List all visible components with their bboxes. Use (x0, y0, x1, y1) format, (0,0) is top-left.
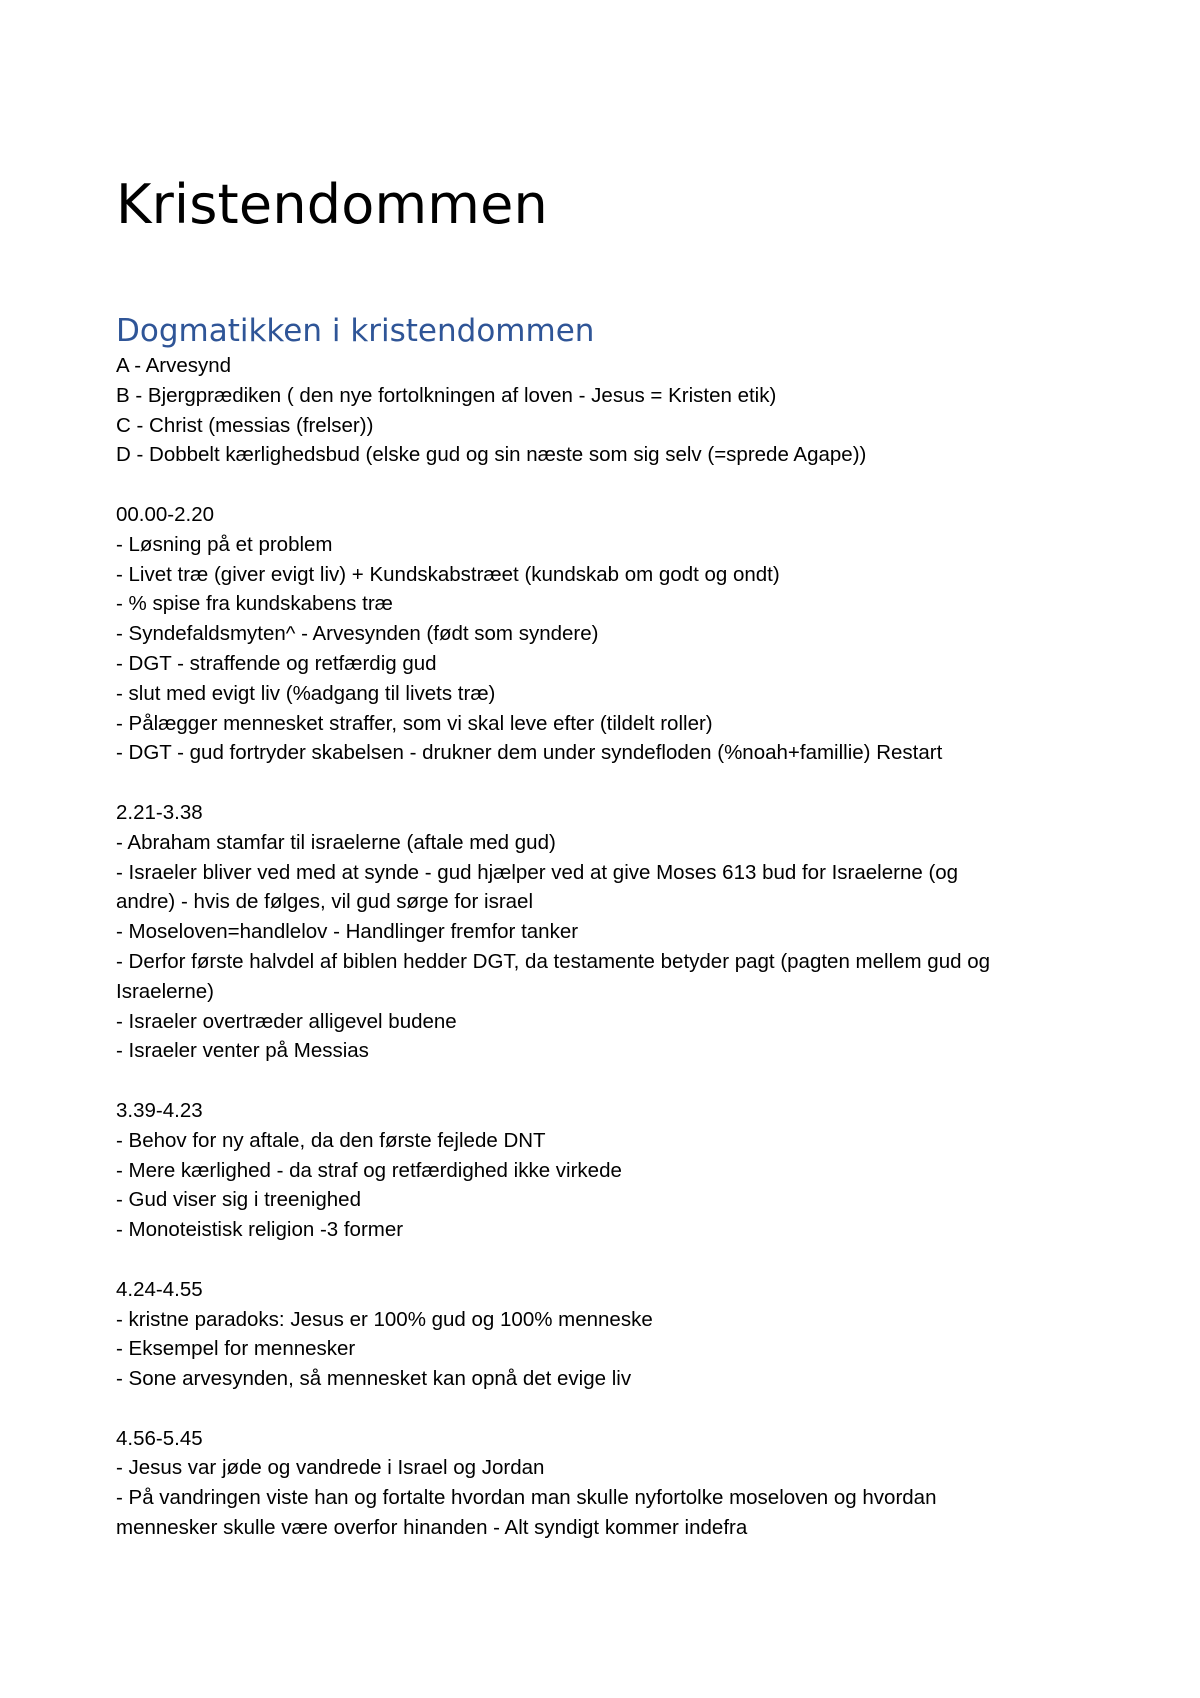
note-line: - % spise fra kundskabens træ (116, 592, 393, 616)
note-line: - Løsning på et problem (116, 532, 333, 556)
intro-list (116, 351, 1096, 470)
note-line: - Syndefaldsmyten^ - Arvesynden (født som syndere) (116, 622, 599, 646)
note-line: andre) - hvis de følges, vil gud sørge for israel (116, 890, 533, 914)
note-line: - DGT - gud fortryder skabelsen - drukner dem under syndefloden (%noah+famillie) Restart (116, 741, 943, 765)
document-title: Kristendommen (116, 173, 548, 236)
note-line: - Israeler overtræder alligevel budene (116, 1009, 457, 1033)
note-line: - Israeler bliver ved med at synde - gud hjælper ved at give Moses 613 bud for Israelerne (og (116, 860, 959, 884)
note-line: - Eksempel for mennesker (116, 1337, 356, 1361)
note-line: - Gud viser sig i treenighed (116, 1188, 361, 1212)
intro-line: A - Arvesynd (116, 354, 232, 377)
document-body (116, 170, 1096, 1543)
note-line: mennesker skulle være overfor hinanden - Alt syndigt kommer indefra (116, 1516, 748, 1540)
note-line: - Abraham stamfar til israelerne (aftale med gud) (116, 830, 556, 854)
timestamp-heading: 4.24-4.55 (116, 1277, 203, 1301)
timestamp-heading: 2.21-3.38 (116, 800, 203, 824)
note-line: - På vandringen viste han og fortalte hvordan man skulle nyfortolke moseloven og hvordan (116, 1486, 937, 1510)
timestamp-section (116, 798, 1096, 1066)
note-line: - Monoteistisk religion -3 former (116, 1218, 404, 1242)
timestamp-section (116, 500, 1096, 768)
note-line: - kristne paradoks: Jesus er 100% gud og 100% menneske (116, 1307, 653, 1331)
note-line: - Moseloven=handlelov - Handlinger fremfor tanker (116, 920, 579, 944)
note-line: - Mere kærlighed - da straf og retfærdighed ikke virkede (116, 1158, 622, 1182)
intro-line: C - Christ (messias (frelser)) (116, 413, 374, 437)
intro-line: B - Bjergprædiken ( den nye fortolkningen af loven - Jesus = Kristen etik) (116, 383, 777, 407)
timestamp-heading: 00.00-2.20 (116, 502, 215, 526)
note-line: - Behov for ny aftale, da den første fejlede DNT (116, 1128, 546, 1152)
note-line: - Derfor første halvdel af biblen hedder DGT, da testamente betyder pagt (pagten mellem gud og (116, 949, 991, 973)
note-line: - DGT - straffende og retfærdig gud (116, 651, 437, 675)
section-heading: Dogmatikken i kristendommen (116, 313, 595, 349)
timestamp-heading: 4.56-5.45 (116, 1426, 203, 1450)
note-line: Israelerne) (116, 979, 214, 1003)
note-line: - Israeler venter på Messias (116, 1039, 369, 1063)
note-line: - Sone arvesynden, så mennesket kan opnå det evige liv (116, 1367, 632, 1391)
timestamp-section (116, 1096, 1096, 1245)
note-line: - Pålægger mennesket straffer, som vi skal leve efter (tildelt roller) (116, 711, 713, 735)
timestamp-section (116, 1424, 1096, 1543)
note-line: - Jesus var jøde og vandrede i Israel og Jordan (116, 1456, 545, 1480)
note-line: - Livet træ (giver evigt liv) + Kundskabstræet (kundskab om godt og ondt) (116, 562, 780, 586)
note-line: - slut med evigt liv (%adgang til livets træ) (116, 681, 496, 705)
intro-line: D - Dobbelt kærlighedsbud (elske gud og sin næste som sig selv (=sprede Agape)) (116, 443, 867, 467)
timestamp-heading: 3.39-4.23 (116, 1098, 203, 1122)
timestamp-section (116, 1275, 1096, 1394)
